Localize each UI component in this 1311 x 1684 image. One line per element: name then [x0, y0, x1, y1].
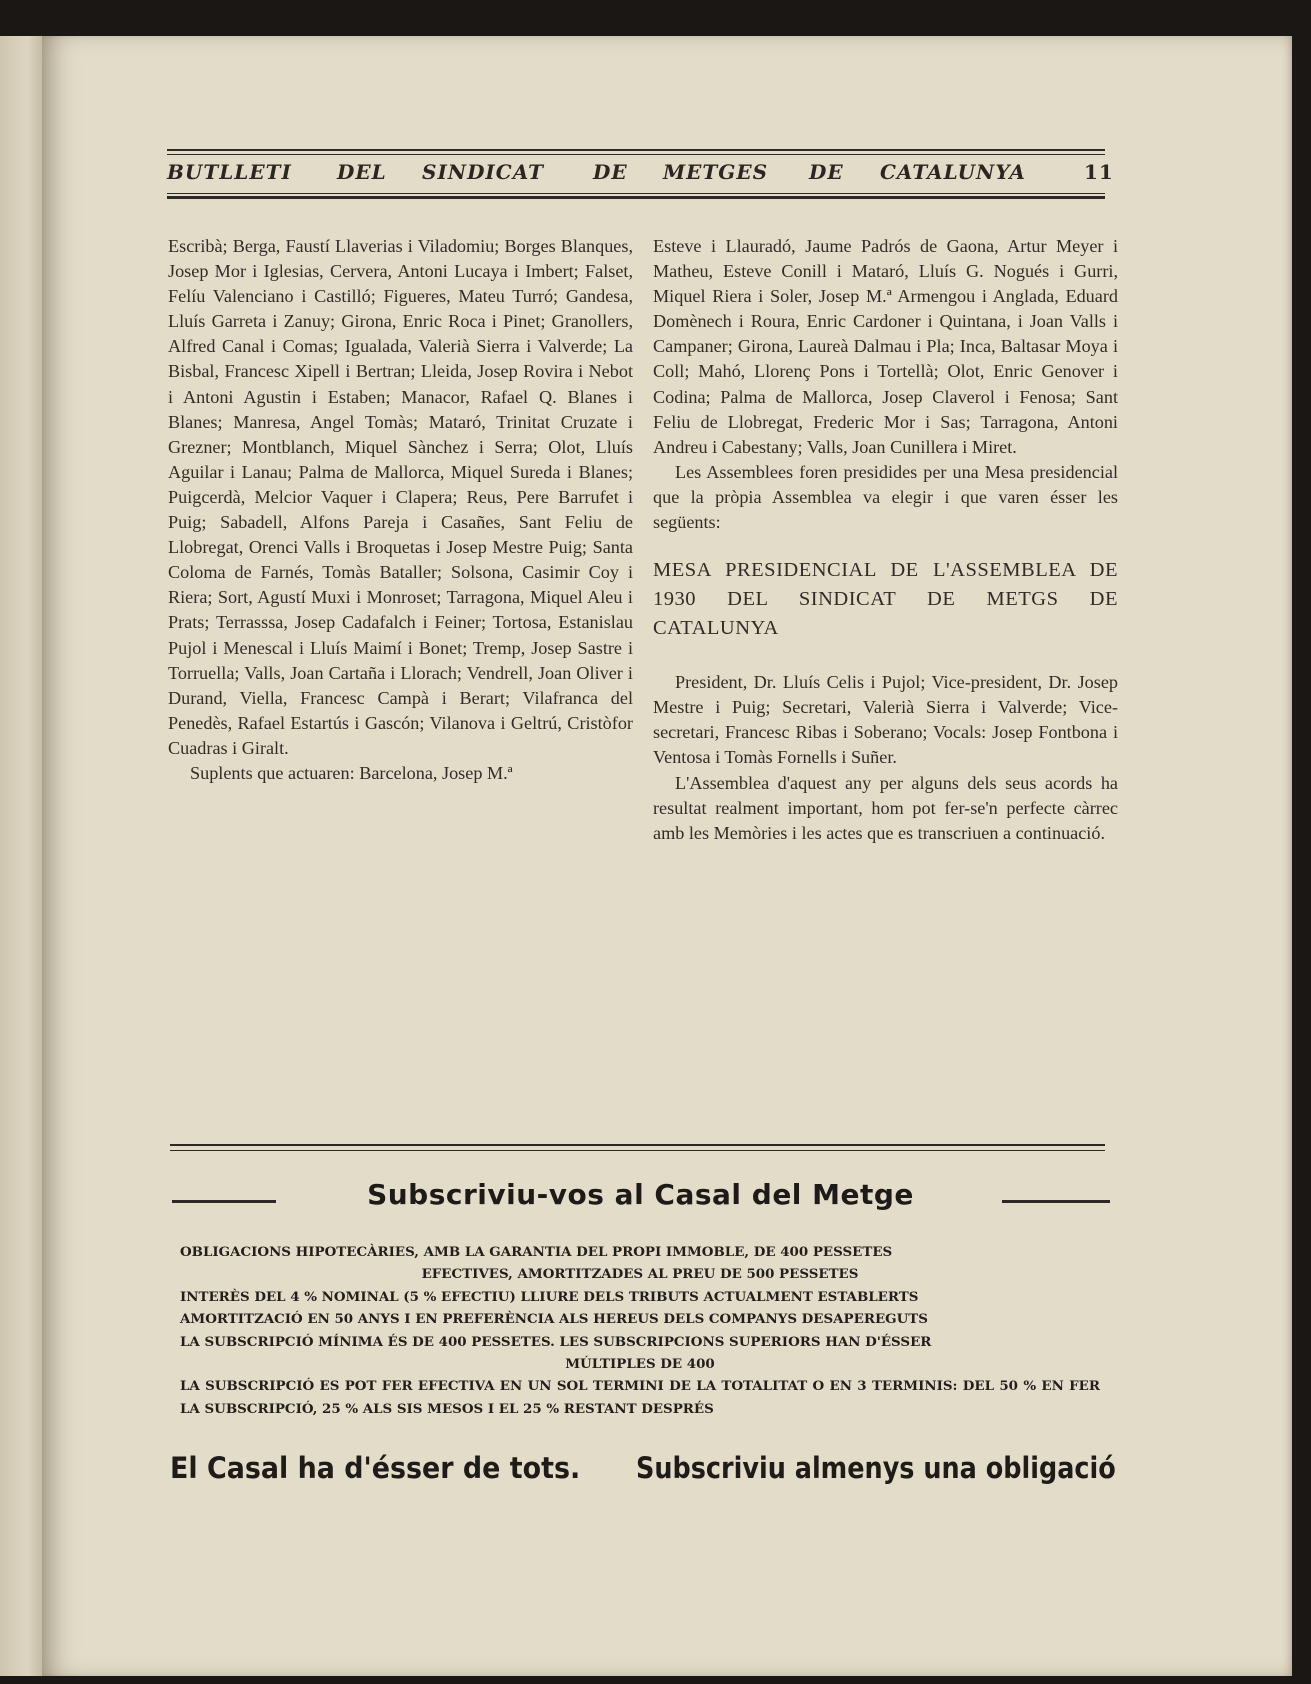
header-rule-top-thin: [167, 154, 1105, 155]
header-rule-bottom: [167, 193, 1105, 194]
header-word: DE: [809, 160, 844, 184]
slogan-right: Subscriviu almenys una obligació: [636, 1451, 1116, 1485]
header-rule-bottom-thick: [167, 196, 1105, 199]
ad-line: OBLIGACIONS HIPOTECÀRIES, AMB LA GARANTIA DEL PROPI IMMOBLE, DE 400 PESSETES: [180, 1244, 893, 1260]
ad-line: INTERÈS DEL 4 % NOMINAL (5 % EFECTIU) LLIURE DELS TRIBUTS ACTUALMENT ESTABLERTS: [180, 1288, 919, 1305]
running-header: [167, 160, 1114, 192]
slogan-left: El Casal ha d'ésser de tots.: [170, 1451, 581, 1485]
substitutes-continued-paragraph: Esteve i Llauradó, Jaume Padrós de Gaona, Artur Meyer i Matheu, Esteve Conill i Mataró, Lluís G. Nogués i Gurri, Miquel Riera i Soler, Josep M.ª Armengou i Anglada, Eduard Domènech i Roura, Enric Cardoner i Quintana, i Joan Valls i Campaner; Girona, Laureà Dalmau i Pla; Inca, Baltasar Moya i Coll; Mahó, Llorenç Pons i Tortellà; Olot, Enric Genover i Codina; Palma de Mallorca, Josep Claverol i Fenosa; Sant Feliu de Llobregat, Frederic Mor i Sas; Tarragona, Antoni Andreu i Cabestany; Valls, Joan Cunillera i Miret.: [653, 236, 1118, 457]
ad-line: LA SUBSCRIPCIÓ MÍNIMA ÉS DE 400 PESSETES. LES SUBSCRIPCIONS SUPERIORS HAN D'ÉSSER: [180, 1333, 932, 1350]
header-word: BUTLLETI: [167, 160, 292, 184]
header-word: DE: [593, 160, 628, 184]
header-rule-top: [167, 149, 1105, 151]
section-heading: MESA PRESIDENCIAL DE L'ASSEMBLEA DE 1930 DEL SINDICAT DE METGS DE CATALUNYA: [653, 559, 1118, 640]
header-word: CATALUNYA: [880, 160, 1026, 184]
assembly-closing-paragraph: L'Assemblea d'aquest any per alguns dels seus acords ha resultat realment important, hom pot fer-se'n perfecte càrrec amb les Memòries i les actes que es transcriuen a continuació.: [653, 772, 1118, 843]
ad-rule-top: [170, 1144, 1105, 1146]
advertisement-title: Subscriviu-vos al Casal del Metge: [367, 1178, 914, 1211]
header-word: SINDICAT: [422, 160, 545, 184]
ad-line: MÚLTIPLES DE 400: [565, 1356, 715, 1373]
ad-line: LA SUBSCRIPCIÓ ES POT FER EFECTIVA EN UN SOL TERMINI DE LA TOTALITAT O EN 3 TERMINIS: DEL 50 % EN FER LA SUBSCRIPCIÓ, 25 % ALS SIS MESOS I EL 25 % RESTANT DESPRÉS: [180, 1378, 1100, 1417]
facing-page-edge: [0, 36, 46, 1676]
advertisement-body: [180, 1241, 1100, 1420]
delegates-paragraph: Escribà; Berga, Faustí Llaverias i Viladomiu; Borges Blanques, Josep Mor i Iglesias, Cervera, Antoni Lucaya i Imbert; Falset, Felíu Valenciano i Castilló; Figueres, Mateu Turró; Gandesa, Lluís Garreta i Zanuy; Girona, Enric Roca i Pinet; Granollers, Alfred Canal i Comas; Igualada, Valerià Sierra i Valverde; La Bisbal, Francesc Xipell i Bertran; Lleida, Josep Rovira i Nebot i Antoni Agustin i Estaben; Manacor, Rafael Q. Blanes i Blanes; Manresa, Angel Tomàs; Mataró, Trinitat Cruzate i Grezner; Montblanch, Miquel Sànchez i Serra; Olot, Lluís Aguilar i Lanau; Palma de Mallorca, Miquel Sureda i Blanes; Puigcerdà, Melcior Vaquer i Clapera; Reus, Pere Barrufet i Puig; Sabadell, Alfons Pareja i Casañes, Sant Feliu de Llobregat, Orenci Valls i Broquetas i Josep Mestre Puig; Santa Coloma de Farnés, Tomàs Bataller; Solsona, Casimir Coy i Riera; Sort, Agustí Muxi i Monroset; Tarragona, Miquel Aleu i Prats; Terrasssa, Josep Cadafalch i Feiner; Tortosa, Estanislau Pujol i Menescal i Lluís Maimí i Bonet; Tremp, Josep Sastre i Torruella; Valls, Joan Cartaña i Llorach; Vendrell, Joan Oliver i Durand, Viella, Francesc Campà i Berart; Vilafranca del Penedès, Rafael Estartús i Gascón; Vilanova i Geltrú, Cristòfor Cuadras i Giralt.: [168, 236, 633, 758]
presidency-members-paragraph: President, Dr. Lluís Celis i Pujol; Vice-president, Dr. Josep Mestre i Puig; Secretari, Valerià Sierra i Valverde; Vice-secretari, Francesc Ribas i Soberano; Vocals: Josep Fontbona i Ventosa i Tomàs Fornells i Suñer.: [653, 672, 1118, 768]
left-column: [168, 234, 633, 786]
header-word: DEL: [337, 160, 387, 184]
header-word: METGES: [663, 160, 769, 184]
substitutes-paragraph: Suplents que actuaren: Barcelona, Josep M.ª: [190, 762, 513, 783]
ad-rule-top-thin: [170, 1150, 1105, 1151]
ad-line: AMORTITZACIÓ EN 50 ANYS I EN PREFERÈNCIA ALS HEREUS DELS COMPANYS DESAPEREGUTS: [180, 1311, 928, 1328]
presidency-intro-paragraph: Les Assemblees foren presidides per una Mesa presidencial que la pròpia Assemblea va elegir i que varen ésser les següents:: [653, 461, 1118, 533]
right-column: [653, 234, 1118, 846]
ad-line: EFECTIVES, AMORTITZADES AL PREU DE 500 PESSETES: [421, 1266, 859, 1283]
page-number: 11: [1084, 160, 1114, 184]
